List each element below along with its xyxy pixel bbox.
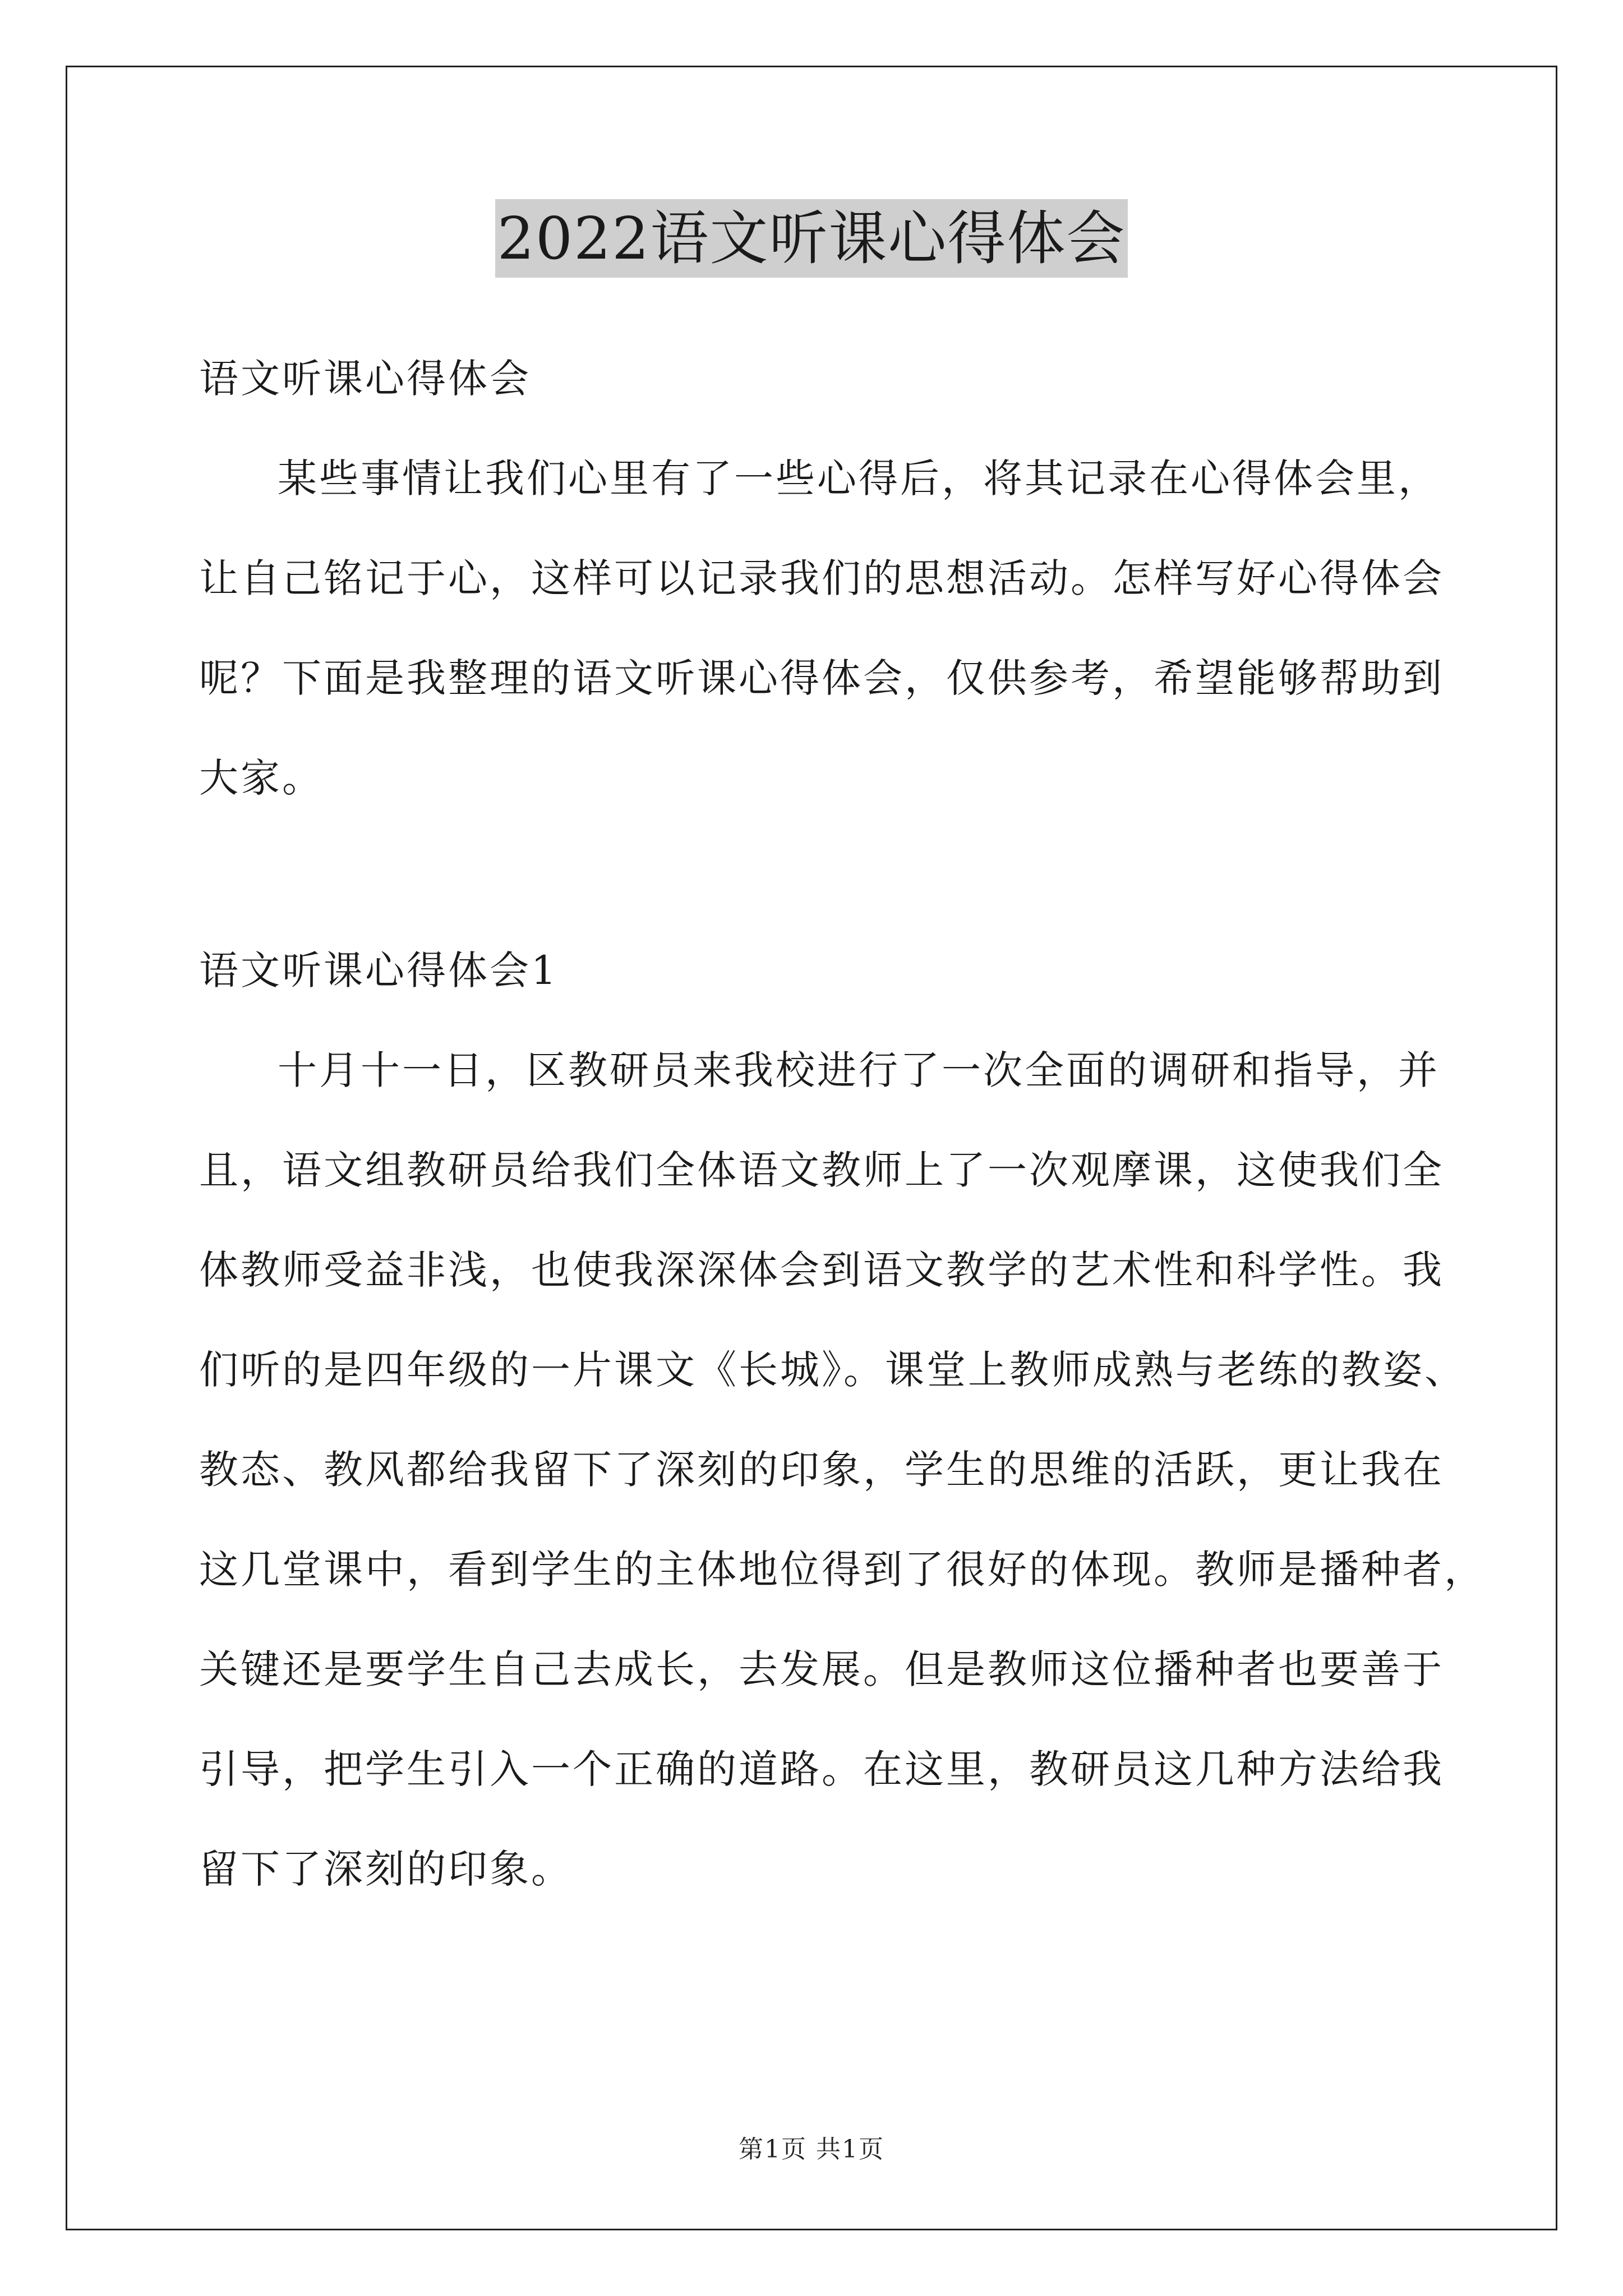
section-line-6: 这几堂课中，看到学生的主体地位得到了很好的体现。教师是播种者， — [199, 1547, 1486, 1593]
page-footer: 第1页 共1页 — [739, 2135, 884, 2164]
section-line-3: 体教师受益非浅，也使我深深体会到语文教学的艺术性和科学性。我 — [199, 1247, 1444, 1293]
intro-line-2: 让自己铭记于心，这样可以记录我们的思想活动。怎样写好心得体会 — [199, 555, 1444, 601]
section-line-5: 教态、教风都给我留下了深刻的印象，学生的思维的活跃，更让我在 — [199, 1447, 1444, 1493]
section-heading: 语文听课心得体会1 — [199, 947, 559, 993]
section-line-1: 十月十一日，区教研员来我校进行了一次全面的调研和指导，并 — [278, 1047, 1440, 1093]
section-line-4: 们听的是四年级的一片课文《长城》。课堂上教师成熟与老练的教姿、 — [199, 1347, 1466, 1393]
title-wrap — [0, 199, 1623, 278]
document-title: 2022语文听课心得体会 — [495, 199, 1128, 278]
section-gap — [199, 841, 1427, 934]
intro-line-1: 某些事情让我们心里有了一些心得后，将其记录在心得体会里， — [278, 455, 1440, 501]
section-line-2: 且，语文组教研员给我们全体语文教师上了一次观摩课，这使我们全 — [199, 1147, 1444, 1193]
intro-line-3: 呢？下面是我整理的语文听课心得体会，仅供参考，希望能够帮助到 — [199, 655, 1444, 701]
section-line-9: 留下了深刻的印象。 — [199, 1846, 573, 1892]
intro-line-4: 大家。 — [199, 755, 324, 801]
section-line-7: 关键还是要学生自己去成长，去发展。但是教师这位播种者也要善于 — [199, 1646, 1444, 1692]
section-line-8: 引导，把学生引入一个正确的道路。在这里，教研员这几种方法给我 — [199, 1746, 1444, 1792]
subtitle: 语文听课心得体会 — [199, 356, 531, 402]
document-body — [199, 342, 1486, 1932]
